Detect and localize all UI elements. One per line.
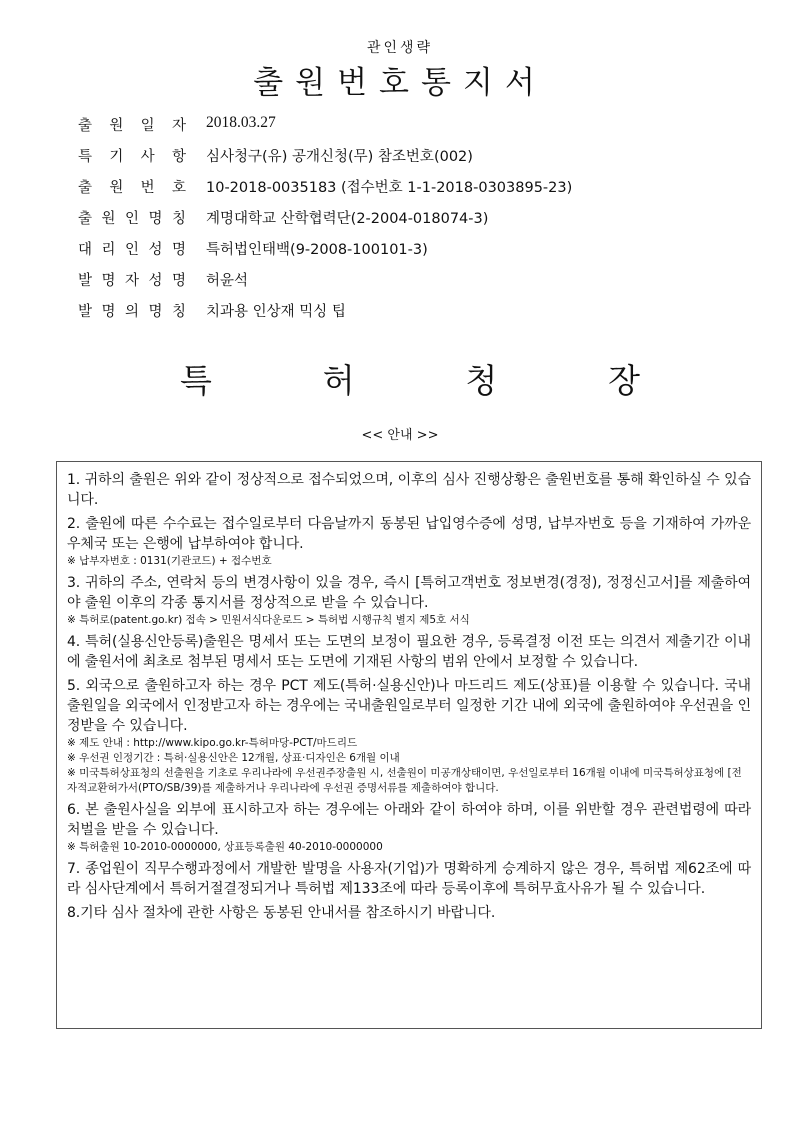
- guide-item-text: 6. 본 출원사실을 외부에 표시하고자 하는 경우에는 아래와 같이 하여야 하며, 이를 위반할 경우 관련법령에 따라 처벌을 받을 수 있습니다.: [67, 802, 751, 838]
- guide-item-8: [67, 903, 751, 923]
- guide-item-text: 7. 종업원이 직무수행과정에서 개발한 발명을 사용자(기업)가 명확하게 승계하지 않은 경우, 특허법 제62조에 따라 심사단계에서 특허거절결정되거나 특허법 제133조에 따라 등록이후에 특허무효사유가 될 수 있습니다.: [67, 861, 751, 897]
- guide-item-1: [67, 470, 751, 510]
- field-label: 출 원 번 호: [78, 180, 186, 196]
- guide-item-6: [67, 800, 751, 855]
- field-label: 대 리 인 성 명: [78, 242, 186, 258]
- issuer-char: 장: [608, 361, 640, 400]
- guide-item-note: ※ 우선권 인정기간 : 특허·실용신안은 12개월, 상표·디자인은 6개월 이내: [67, 752, 400, 764]
- guide-item-note: ※ 미국특허상표청의 선출원을 기초로 우리나라에 우선권주장출원 시, 선출원이 미공개상태이면, 우선일로부터 16개월 이내에 미국특허상표청에 [전자적교환허가서(PTO/SB/39)를 제출하거나 우리나라에 우선권 증명서류를 제출하여야 합니다.: [67, 767, 742, 794]
- guide-item-text: 8.기타 심사 절차에 관한 사항은 동봉된 안내서를 참조하시기 바랍니다.: [67, 905, 496, 921]
- guide-item-text: 3. 귀하의 주소, 연락처 등의 변경사항이 있을 경우, 즉시 [특허고객번호 정보변경(경정), 정정신고서]를 제출하여야 출원 이후의 각종 통지서를 정상적으로 받을 수 있습니다.: [67, 575, 751, 611]
- field-label: 출 원 일 자: [78, 118, 186, 134]
- field-value: 특허법인태백(9-2008-100101-3): [206, 242, 428, 258]
- guide-notice-box: [56, 461, 762, 1029]
- issuer-char: 허: [322, 361, 355, 400]
- guide-item-note: ※ 특허로(patent.go.kr) 접속 > 민원서식다운로드 > 특허법 시행규칙 별지 제5호 서식: [67, 614, 470, 626]
- guide-item-3: [67, 573, 751, 628]
- guide-title: << 안내 >>: [361, 428, 439, 443]
- field-value: 치과용 인상재 믹싱 팁: [206, 304, 346, 320]
- document-title: 출원번호통지서: [253, 65, 547, 101]
- guide-item-text: 5. 외국으로 출원하고자 하는 경우 PCT 제도(특허·실용신안)나 마드리드 제도(상표)를 이용할 수 있습니다. 국내출원일을 외국에서 인정받고자 하는 경우에는 국내출원일로부터 일정한 기간 내에 외국에 출원하여야 우선권을 인정받을 수 있습니다.: [67, 678, 751, 734]
- field-label: 출 원 인 명 칭: [78, 211, 186, 227]
- field-label: 특 기 사 항: [78, 149, 186, 165]
- field-value: 10-2018-0035183 (접수번호 1-1-2018-0303895-23): [206, 180, 573, 196]
- guide-item-note: ※ 납부자번호 : 0131(기관코드) + 접수번호: [67, 555, 272, 567]
- guide-item-text: 2. 출원에 따른 수수료는 접수일로부터 다음날까지 동봉된 납입영수증에 성명, 납부자번호 등을 기재하여 가까운 우체국 또는 은행에 납부하여야 합니다.: [67, 516, 751, 552]
- guide-item-2: [67, 514, 751, 569]
- seal-omitted-label: 관인생략: [366, 40, 434, 56]
- field-label: 발 명 의 명 칭: [78, 304, 186, 320]
- guide-item-7: [67, 859, 751, 899]
- guide-item-5: [67, 676, 751, 796]
- field-value: 계명대학교 산학협력단(2-2004-018074-3): [206, 211, 489, 227]
- guide-item-note: ※ 제도 안내 : http://www.kipo.go.kr-특허마당-PCT/마드리드: [67, 737, 358, 749]
- guide-item-text: 1. 귀하의 출원은 위와 같이 정상적으로 접수되었으며, 이후의 심사 진행상황은 출원번호를 통해 확인하실 수 있습니다.: [67, 472, 751, 508]
- field-value: 2018.03.27: [206, 114, 276, 131]
- guide-item-note: ※ 특허출원 10-2010-0000000, 상표등록출원 40-2010-0000000: [67, 841, 383, 853]
- guide-item-4: [67, 632, 751, 672]
- field-value: 심사청구(유) 공개신청(무) 참조번호(002): [206, 149, 473, 165]
- issuer-commissioner: [180, 355, 640, 402]
- field-label: 발 명 자 성 명: [78, 273, 186, 289]
- field-value: 허윤석: [206, 273, 249, 289]
- guide-item-text: 4. 특허(실용신안등록)출원은 명세서 또는 도면의 보정이 필요한 경우, 등록결정 이전 또는 의견서 제출기간 이내에 출원서에 최초로 첨부된 명세서 또는 도면에 기재된 사항의 범위 안에서 보정할 수 있습니다.: [67, 634, 751, 670]
- issuer-char: 특: [180, 361, 212, 400]
- issuer-char: 청: [465, 361, 498, 400]
